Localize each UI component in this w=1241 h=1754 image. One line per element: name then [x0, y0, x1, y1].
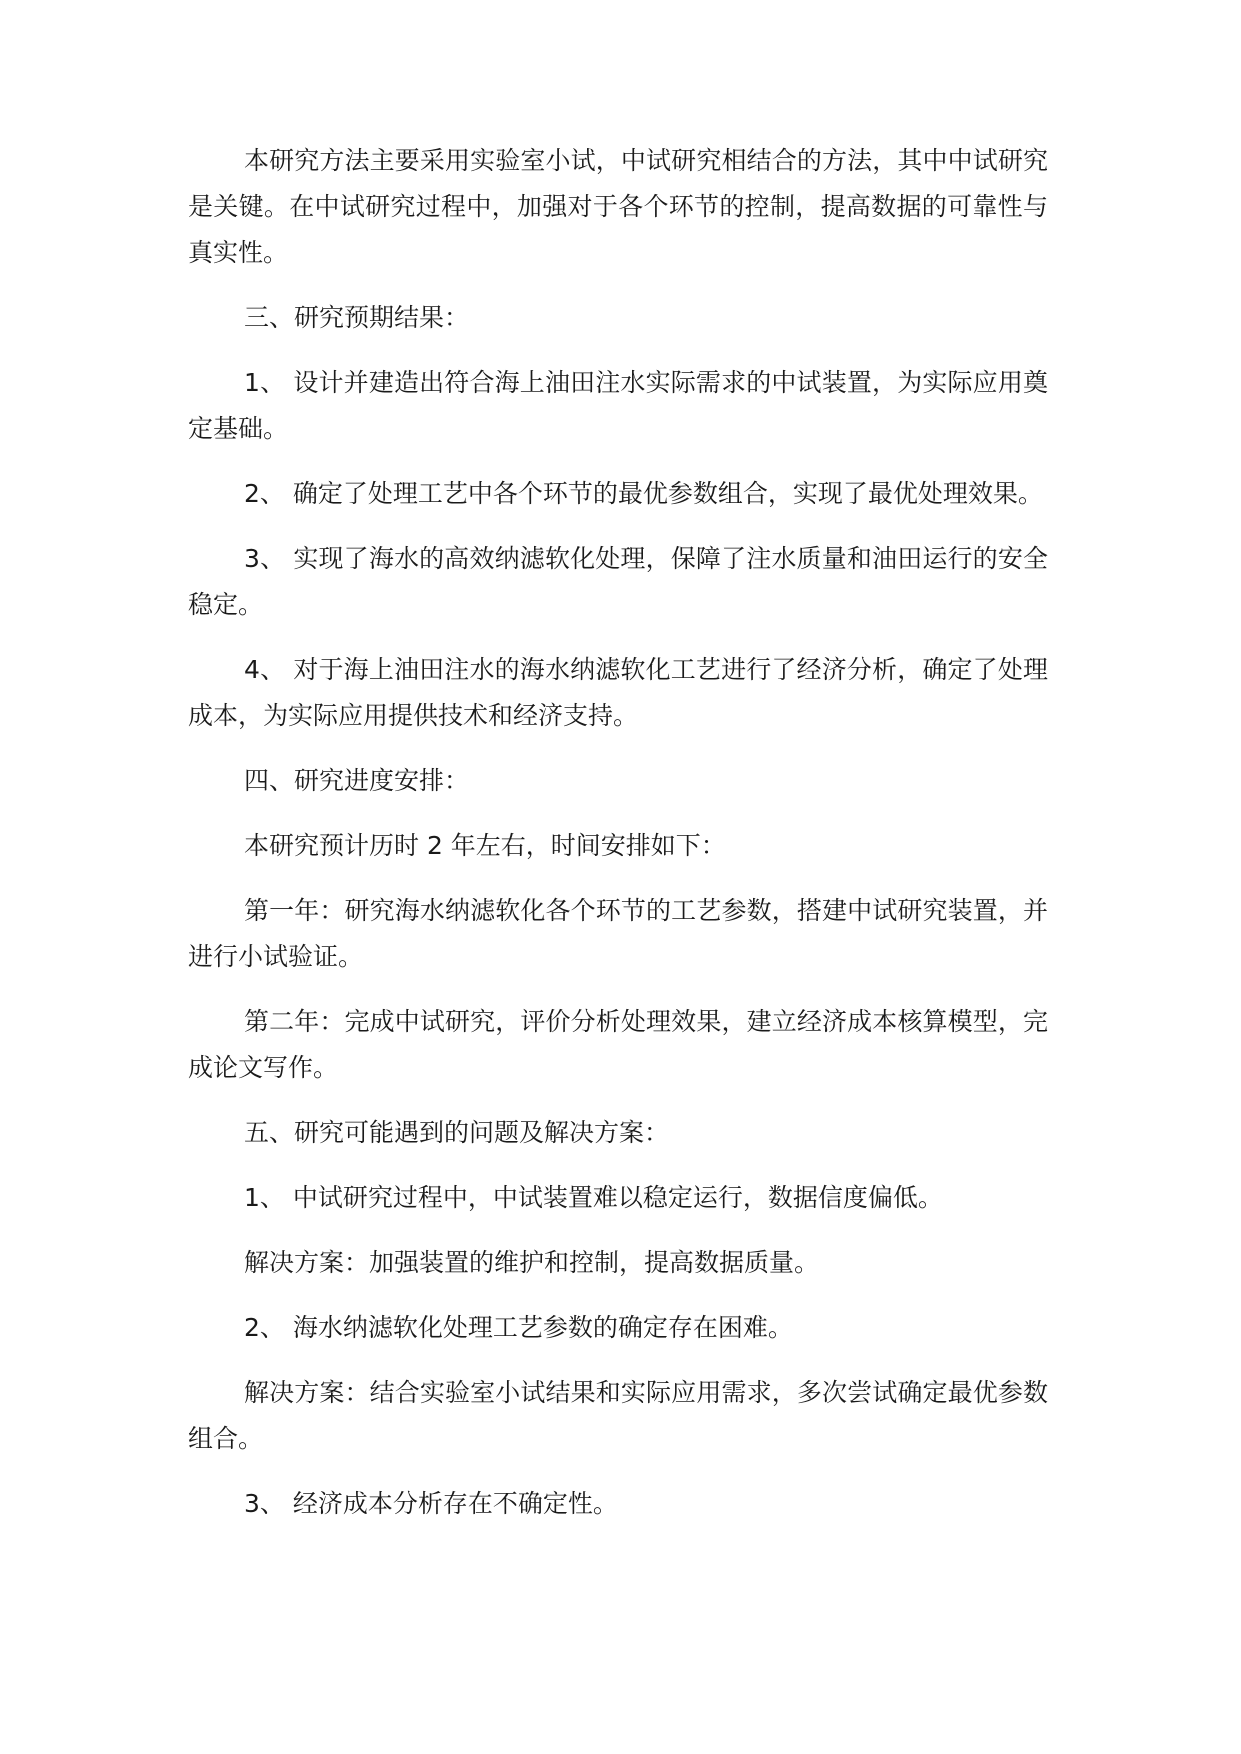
- section-heading-problems: 五、研究可能遇到的问题及解决方案：: [244, 1118, 670, 1147]
- solution-item-1: 解决方案：加强装置的维护和控制，提高数据质量。: [244, 1248, 820, 1277]
- schedule-intro: 本研究预计历时 2 年左右，时间安排如下：: [244, 831, 726, 860]
- section-heading-schedule: 四、研究进度安排：: [244, 766, 470, 795]
- document-page: [188, 138, 1048, 1546]
- schedule-year-2: 第二年：完成中试研究，评价分析处理效果，建立经济成本核算模型，完成论文写作。: [188, 1007, 1048, 1082]
- section-heading-expected-results: 三、研究预期结果：: [244, 303, 470, 332]
- result-item-4: 4、 对于海上油田注水的海水纳滤软化工艺进行了经济分析，确定了处理成本，为实际应用提供技术和经济支持。: [188, 655, 1048, 730]
- problem-item-3: 3、 经济成本分析存在不确定性。: [244, 1489, 618, 1518]
- result-item-2: 2、 确定了处理工艺中各个环节的最优参数组合，实现了最优处理效果。: [244, 479, 1043, 508]
- result-item-3: 3、 实现了海水的高效纳滤软化处理，保障了注水质量和油田运行的安全稳定。: [188, 544, 1048, 619]
- solution-item-2: 解决方案：结合实验室小试结果和实际应用需求，多次尝试确定最优参数组合。: [188, 1378, 1048, 1453]
- problem-item-2: 2、 海水纳滤软化处理工艺参数的确定存在困难。: [244, 1313, 793, 1342]
- problem-item-1: 1、 中试研究过程中，中试装置难以稳定运行，数据信度偏低。: [244, 1183, 943, 1212]
- paragraph-method: 本研究方法主要采用实验室小试，中试研究相结合的方法，其中中试研究是关键。在中试研究过程中，加强对于各个环节的控制，提高数据的可靠性与真实性。: [188, 146, 1048, 267]
- result-item-1: 1、 设计并建造出符合海上油田注水实际需求的中试装置，为实际应用奠定基础。: [188, 368, 1048, 443]
- schedule-year-1: 第一年：研究海水纳滤软化各个环节的工艺参数，搭建中试研究装置，并进行小试验证。: [188, 896, 1048, 971]
